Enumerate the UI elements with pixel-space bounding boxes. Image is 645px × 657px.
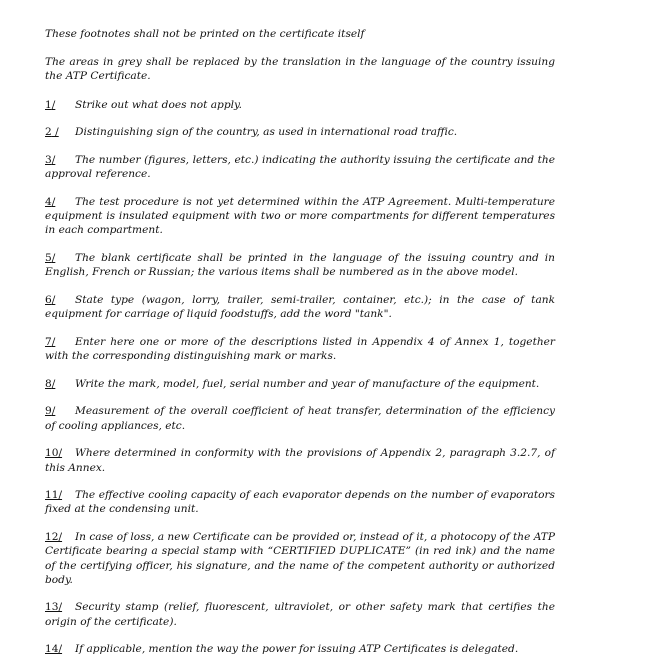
footnote-text: Strike out what does not apply. — [75, 98, 242, 111]
footnote-9: 9/ Measurement of the overall coefficient of heat transfer, determination of the efficiency of cooling appliances, etc. — [45, 405, 555, 432]
footnote-3: 3/ The number (figures, letters, etc.) indicating the authority issuing the certificate and the approval reference. — [45, 154, 555, 181]
footnote-1: 1/ Strike out what does not apply. — [45, 98, 242, 111]
footnote-text: State type (wagon, lorry, trailer, semi-trailer, container, etc.); in the case of tank equipment for carriage of liquid foodstuffs, add the word "tank". — [45, 293, 555, 321]
footnote-7: 7/ Enter here one or more of the descriptions listed in Appendix 4 of Annex 1, together with the corresponding distinguishing mark or marks. — [45, 335, 555, 363]
footnote-12: 12/ In case of loss, a new Certificate can be provided or, instead of it, a photocopy of the ATP Certificate bearing a special stamp with “CERTIFIED DUPLICATE” (in red ink) and the name of the certifying officer, his signature, and the name of the competent authority or authorized body. — [45, 531, 555, 586]
footnote-text: The test procedure is not yet determined within the ATP Agreement. Multi-temperature equipment is insulated equipment with two or more compartments for different temperatures in each compartment. — [45, 195, 555, 237]
footnote-number: 1 — [45, 98, 52, 111]
footnote-text: Write the mark, model, fuel, serial number and year of manufacture of the equipment. — [75, 377, 540, 390]
footnote-11: 11/ The effective cooling capacity of each evaporator depends on the number of evaporators fixed at the condensing unit. — [45, 489, 555, 516]
header-note-not-printed: These footnotes shall not be printed on the certificate itself — [45, 28, 365, 40]
footnote-5: 5/ The blank certificate shall be printed in the language of the issuing country and in English, French or Russian; the various items shall be numbered as in the above model. — [45, 252, 555, 279]
footnote-2: 2 / Distinguishing sign of the country, as used in international road traffic. — [45, 126, 458, 139]
footnote-number: 8 — [45, 377, 52, 390]
footnote-text: Distinguishing sign of the country, as used in international road traffic. — [75, 126, 458, 139]
footnote-number: 14 — [45, 643, 59, 656]
footnote-number: 4 — [45, 195, 52, 208]
footnote-13: 13/ Security stamp (relief, fluorescent, ultraviolet, or other safety mark that certifies the origin of the certificate). — [45, 601, 555, 628]
footnote-text: Security stamp (relief, fluorescent, ultraviolet, or other safety mark that certifies the origin of the certificate). — [45, 601, 555, 628]
footnote-number: 3 — [45, 154, 52, 167]
footnote-text: In case of loss, a new Certificate can be provided or, instead of it, a photocopy of the ATP Certificate bearing a special stamp with “CERTIFIED DUPLICATE” (in red ink) and the name of the certifying officer, his signature, and the name of the competent authority or authorized body. — [45, 531, 555, 586]
footnote-number: 7 — [45, 335, 52, 348]
footnote-number: 10 — [45, 447, 59, 460]
footnote-14: 14/ If applicable, mention the way the power for issuing ATP Certificates is delegated. — [45, 643, 519, 656]
footnote-number: 2 — [45, 126, 52, 139]
footnote-text: The effective cooling capacity of each evaporator depends on the number of evaporators fixed at the condensing unit. — [45, 489, 555, 516]
footnote-8: 8/ Write the mark, model, fuel, serial number and year of manufacture of the equipment. — [45, 377, 540, 390]
footnote-text: The blank certificate shall be printed in the language of the issuing country and in English, French or Russian; the various items shall be numbered as in the above model. — [45, 252, 555, 279]
footnote-10: 10/ Where determined in conformity with the provisions of Appendix 2, paragraph 3.2.7, of this Annex. — [45, 447, 555, 474]
footnote-text: Measurement of the overall coefficient of heat transfer, determination of the efficiency of cooling appliances, etc. — [45, 405, 555, 432]
footnote-text: Enter here one or more of the descriptions listed in Appendix 4 of Annex 1, together with the corresponding distinguishing mark or marks. — [45, 335, 555, 363]
footnote-text: Where determined in conformity with the provisions of Appendix 2, paragraph 3.2.7, of this Annex. — [45, 447, 555, 474]
footnote-number: 11 — [45, 489, 59, 502]
footnote-number: 12 — [45, 531, 59, 544]
header-note-grey-areas: The areas in grey shall be replaced by the translation in the language of the country issuing the ATP Certificate. — [45, 56, 555, 83]
footnotes-page — [45, 27, 555, 657]
footnote-4: 4/ The test procedure is not yet determined within the ATP Agreement. Multi-temperature equipment is insulated equipment with two or more compartments for different temperatures in each compartment. — [45, 195, 555, 237]
footnote-6: 6/ State type (wagon, lorry, trailer, semi-trailer, container, etc.); in the case of tank equipment for carriage of liquid foodstuffs, add the word "tank". — [45, 293, 555, 321]
footnote-number: 13 — [45, 601, 59, 614]
footnote-number: 5 — [45, 252, 52, 265]
footnote-number: 6 — [45, 293, 52, 306]
footnote-text: The number (figures, letters, etc.) indicating the authority issuing the certificate and the approval reference. — [45, 154, 555, 181]
footnote-number: 9 — [45, 405, 52, 418]
footnote-text: If applicable, mention the way the power for issuing ATP Certificates is delegated. — [75, 643, 519, 656]
